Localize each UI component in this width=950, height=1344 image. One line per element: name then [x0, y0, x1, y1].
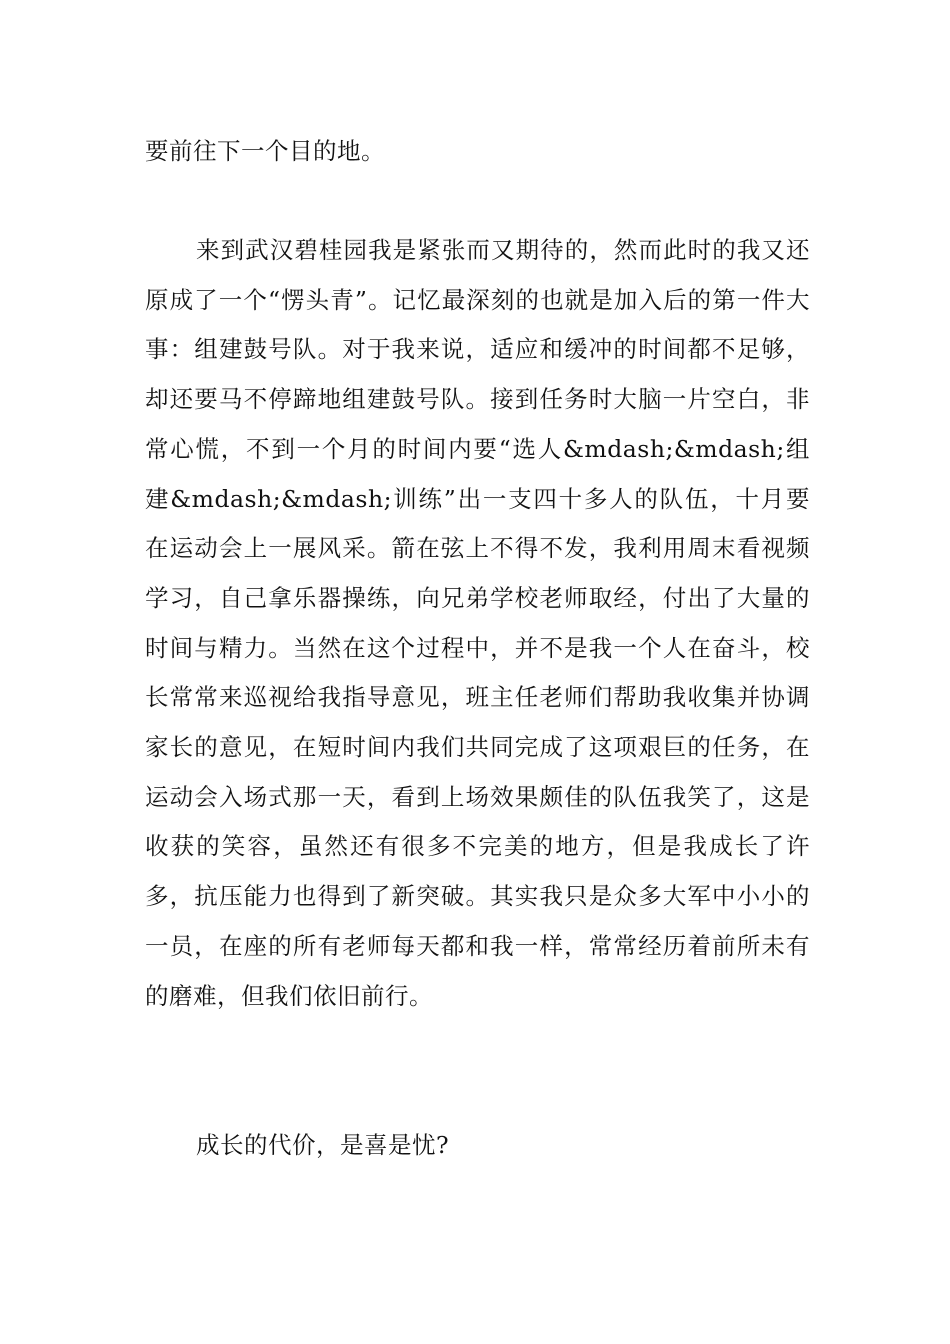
paragraph-continuation: 要前往下一个目的地。: [145, 137, 385, 165]
paragraph-growth-question: 成长的代价，是喜是忧?: [196, 1131, 450, 1159]
paragraph-drum-corps: 来到武汉碧桂园我是紧张而又期待的，然而此时的我又还原成了一个“愣头青”。记忆最深刻的也就是加入后的第一件大事：组建鼓号队。对于我来说，适应和缓冲的时间都不足够，却还要马不停蹄地组建鼓号队。接到任务时大脑一片空白，非常心慌，不到一个月的时间内要“选人&mdash;&mdash;组建&mdash;&mdash;训练”出一支四十多人的队伍，十月要在运动会上一展风采。箭在弦上不得不发，我利用周末看视频学习，自己拿乐器操练，向兄弟学校老师取经，付出了大量的时间与精力。当然在这个过程中，并不是我一个人在奋斗，校长常常来巡视给我指导意见，班主任老师们帮助我收集并协调家长的意见，在短时间内我们共同完成了这项艰巨的任务，在运动会入场式那一天，看到上场效果颇佳的队伍我笑了，这是收获的笑容，虽然还有很多不完美的地方，但是我成长了许多，抗压能力也得到了新突破。其实我只是众多大军中小小的一员，在座的所有老师每天都和我一样，常常经历着前所未有的磨难，但我们依旧前行。: [145, 236, 810, 1010]
